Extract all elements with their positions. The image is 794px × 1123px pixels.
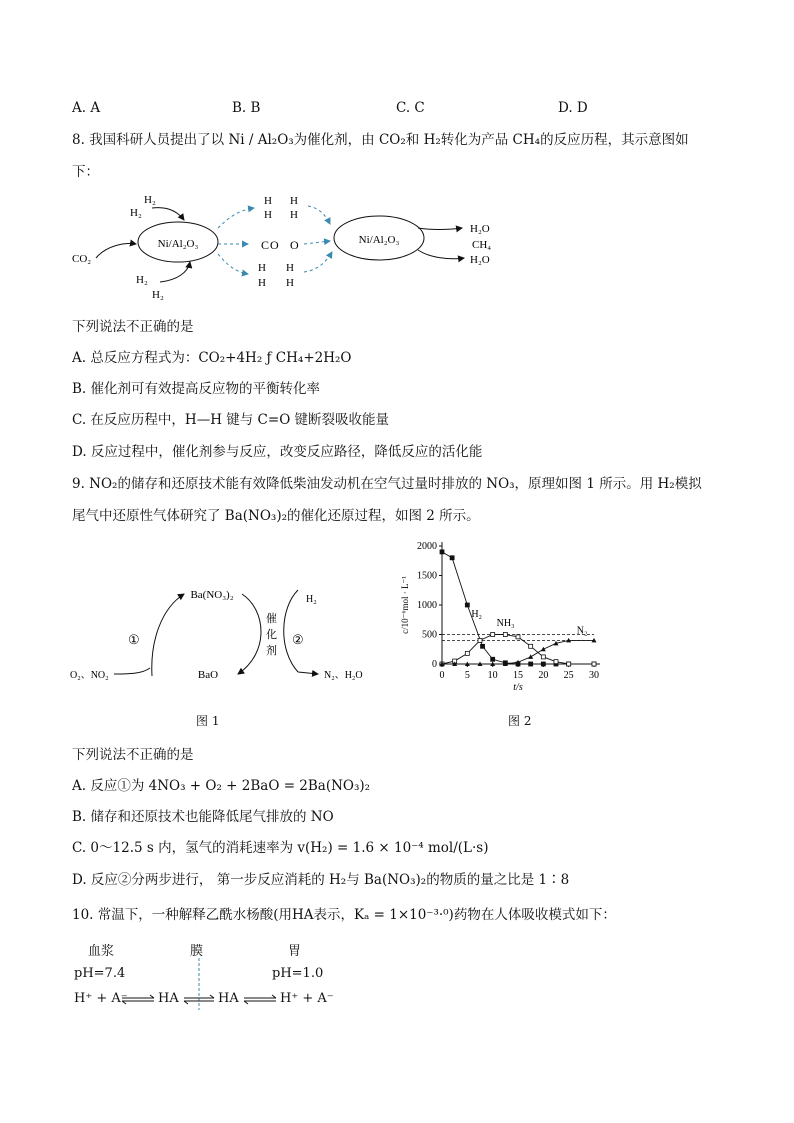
intermediate-h-7: H — [258, 277, 266, 289]
data-point — [554, 660, 558, 664]
intermediate-o-1: O — [270, 238, 279, 252]
q8-option-a: A. 总反应方程式为：CO₂+4H₂ ƒ CH₄+2H₂O — [72, 350, 352, 366]
data-point — [541, 647, 546, 652]
q10-eq-mid2: HA — [218, 991, 239, 1006]
q9-figure-2-chart — [396, 536, 616, 708]
data-point — [516, 635, 520, 639]
q10-ph-left: pH=7.4 — [74, 966, 126, 981]
input-h2-3: H₂ — [136, 274, 148, 286]
x-axis-label: t/s — [513, 682, 523, 693]
q8-stem-line2: 下： — [72, 164, 99, 180]
q10-eq-mid1: HA — [158, 991, 179, 1006]
q9-figure-1 — [66, 580, 386, 690]
data-point — [529, 662, 533, 666]
output-ch4: CH₄ — [472, 239, 492, 251]
input-h2-2: H₂ — [130, 207, 142, 219]
fig1-caption: 图 1 — [196, 714, 220, 728]
fig1-left-input: O₂、NO₂ — [70, 670, 109, 681]
catalyst-label-left: Ni/Al₂O₃ — [157, 238, 199, 250]
output-h2o-1: H₂O — [470, 223, 490, 235]
catalyst-label-right: Ni/Al₂O₃ — [358, 234, 400, 246]
data-point — [481, 644, 485, 648]
q8-mechanism-diagram — [68, 186, 528, 306]
q10-label-stomach: 胃 — [288, 944, 302, 959]
fig1-catalyst-2: 化 — [266, 629, 277, 641]
x-tick-label: 25 — [563, 670, 574, 681]
intermediate-h-1: H — [264, 195, 272, 207]
input-h2-1: H₂ — [144, 194, 156, 206]
data-point — [503, 633, 507, 637]
x-tick-label: 30 — [589, 670, 599, 681]
q7-option-a: A. A — [72, 100, 101, 116]
series-line-0 — [442, 552, 594, 664]
input-h2-4: H₂ — [152, 289, 164, 301]
q10-eq-left: H⁺ + A⁻ — [74, 991, 128, 1006]
data-point — [450, 556, 454, 560]
q9-option-a: A. 反应①为 4NO₃ + O₂ + 2BaO = 2Ba(NO₃)₂ — [72, 778, 371, 794]
fig1-catalyst-3: 剂 — [266, 645, 277, 657]
intermediate-h-8: H — [286, 277, 294, 289]
data-point — [541, 655, 545, 659]
input-co2: CO₂ — [72, 253, 92, 265]
intermediate-h-4: H — [290, 209, 298, 221]
series-label-2: N₂ — [576, 625, 588, 637]
q10-label-plasma: 血浆 — [88, 944, 115, 959]
q9-option-d: D. 反应②分两步进行， 第一步反应消耗的 H₂与 Ba(NO₃)₂的物质的量之比是 1∶8 — [72, 872, 570, 888]
y-tick-label: 2000 — [417, 541, 437, 552]
y-tick-label: 1000 — [417, 600, 437, 611]
q7-option-d: D. D — [558, 100, 588, 116]
data-point — [465, 651, 469, 655]
q8-prompt: 下列说法不正确的是 — [72, 319, 194, 335]
series-label-1: NH₃ — [496, 618, 515, 630]
data-point — [541, 662, 545, 666]
y-tick-label: 0 — [432, 659, 437, 670]
q8-option-b: B. 催化剂可有效提高反应物的平衡转化率 — [72, 381, 321, 397]
q10-equilibrium-arrows — [66, 958, 346, 1014]
q8-option-d: D. 反应过程中，催化剂参与反应，改变反应路径，降低反应的活化能 — [72, 444, 483, 460]
fig1-step2: ② — [292, 632, 304, 647]
fig2-caption: 图 2 — [508, 714, 532, 728]
output-h2o-2: H₂O — [470, 254, 490, 266]
data-point — [491, 657, 495, 661]
intermediate-c: C — [261, 238, 270, 252]
q9-stem-line2: 尾气中还原性气体研究了 Ba(NO₃)₂的催化还原过程，如图 2 所示。 — [72, 508, 480, 524]
q9-stem-line1: 9. NO₂的储存和还原技术能有效降低柴油发动机在空气过量时排放的 NO₃，原理如图 1 所示。用 H₂模拟 — [72, 476, 702, 492]
q10-label-membrane: 膜 — [190, 944, 204, 959]
q7-option-b: B. B — [232, 100, 261, 116]
q10-eq-right: H⁺ + A⁻ — [280, 991, 334, 1006]
intermediate-o-2: O — [290, 238, 299, 252]
data-point — [592, 662, 596, 666]
q8-stem-line1: 8. 我国科研人员提出了以 Ni / Al₂O₃为催化剂，由 CO₂和 H₂转化为产品 CH₄的反应历程，其示意图如 — [72, 132, 689, 148]
data-point — [567, 662, 571, 666]
intermediate-h-3: H — [264, 209, 272, 221]
fig1-bottom-label: BaO — [197, 669, 219, 681]
fig1-step1: ① — [128, 632, 140, 647]
x-tick-label: 20 — [538, 670, 549, 681]
intermediate-h-2: H — [290, 195, 298, 207]
q10-stem: 10. 常温下，一种解释乙酰水杨酸(用HA表示，Kₐ = 1×10⁻³·⁰)药物在人体吸收模式如下： — [72, 907, 616, 923]
x-tick-label: 0 — [439, 670, 445, 681]
q10-ph-right: pH=1.0 — [272, 966, 324, 981]
q9-prompt: 下列说法不正确的是 — [72, 747, 194, 763]
q9-option-c: C. 0～12.5 s 内，氢气的消耗速率为 v(H₂) = 1.6 × 10⁻⁴ mol/(L·s) — [72, 840, 489, 856]
data-point — [478, 638, 482, 642]
series-label-0: H₂ — [471, 608, 483, 620]
data-point — [440, 550, 444, 554]
y-axis-label: c/10⁻⁶mol · L⁻¹ — [400, 576, 410, 634]
q8-option-c: C. 在反应历程中，H—H 键与 C=O 键断裂吸收能量 — [72, 412, 390, 428]
x-tick-label: 15 — [513, 670, 523, 681]
y-tick-label: 1500 — [417, 570, 437, 582]
data-point — [529, 644, 533, 648]
x-tick-label: 10 — [487, 670, 498, 681]
q7-option-c: C. C — [396, 100, 425, 116]
intermediate-h-5: H — [258, 262, 266, 274]
fig1-catalyst-1: 催 — [266, 613, 277, 625]
fig1-top-label: Ba(NO₃)₂ — [190, 589, 234, 601]
data-point — [528, 654, 533, 659]
x-tick-label: 5 — [464, 670, 470, 681]
data-point — [465, 603, 469, 607]
q9-option-b: B. 储存和还原技术也能降低尾气排放的 NO — [72, 809, 334, 825]
intermediate-h-6: H — [286, 262, 294, 274]
data-point — [491, 633, 495, 637]
fig1-right-input: H₂ — [306, 594, 317, 605]
fig1-right-output: N₂、H₂O — [324, 670, 363, 681]
y-tick-label: 500 — [422, 629, 437, 641]
